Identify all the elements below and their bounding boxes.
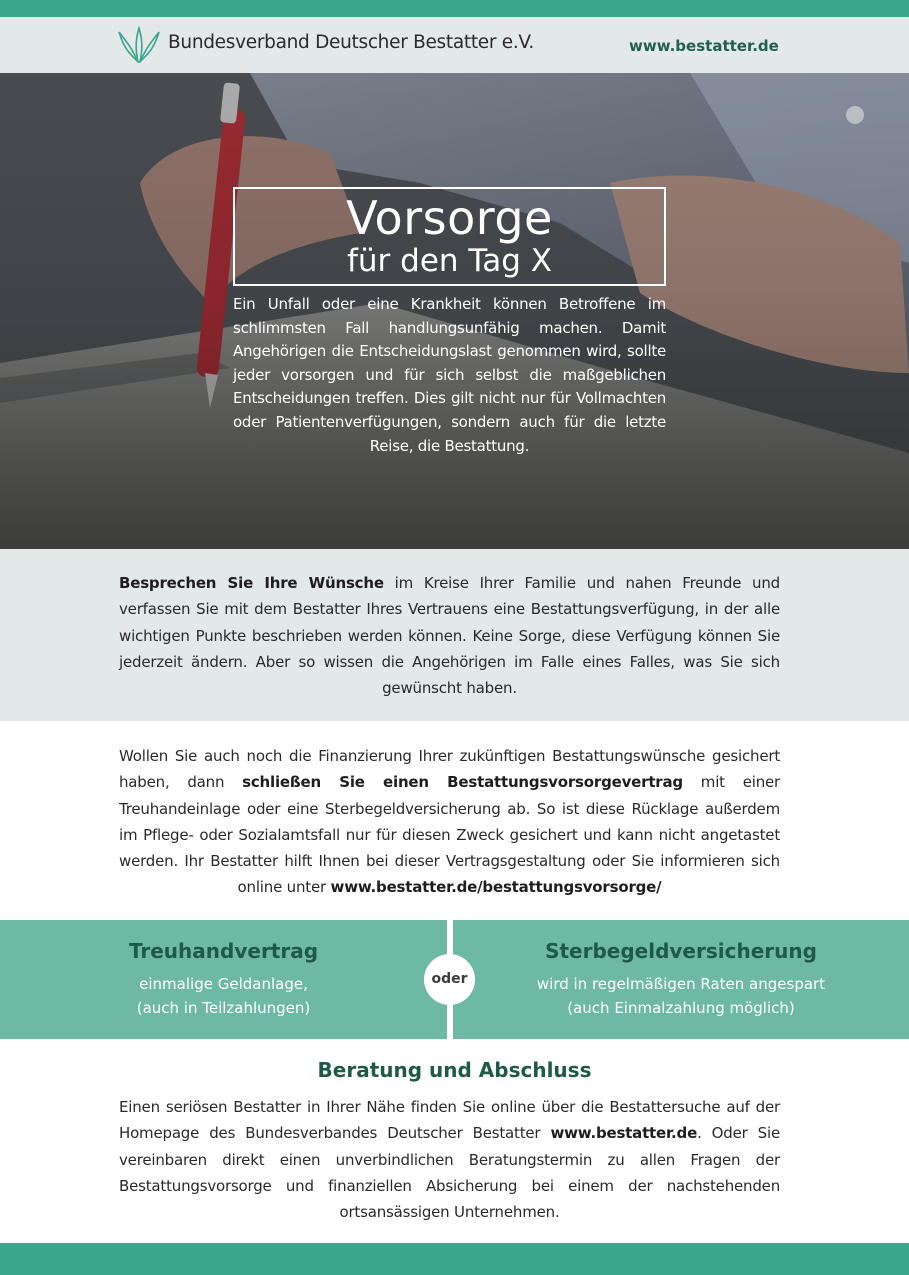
wishes-text: im Kreise Ihrer Familie und nahen Freunde und verfassen Sie mit dem Bestatter Ihres Vertrauens eine Bestattungsverfügung, in der alle wichtigen Punkte beschrieben werden können. Keine Sorge, diese Verfügung können Sie jederzeit ändern. Aber so wissen die Angehörigen im Falle eines Falles, was Sie sich gewünscht haben.: [119, 574, 780, 698]
funeral-insurance-line2: (auch Einmalzahlung möglich): [567, 999, 795, 1017]
trust-contract-line2: (auch in Teilzahlungen): [136, 999, 311, 1017]
hero-section: [0, 73, 909, 549]
top-accent-stripe: [0, 0, 909, 17]
oder-separator-badge: oder: [424, 954, 475, 1005]
wishes-paragraph: [119, 570, 780, 701]
hero-title: Vorsorge: [346, 191, 553, 245]
consultation-text-before: Einen seriösen Bestatter in Ihrer Nähe finden Sie online über die Bestattersuche auf der Homepage des Bundesverbandes Deutscher Bestatter: [119, 1098, 780, 1143]
funeral-insurance-title: Sterbegeldversicherung: [545, 939, 817, 963]
financing-text-before: Wollen Sie auch noch die Finanzierung Ihrer zukünftigen Bestattungswünsche gesichert haben, dann: [119, 747, 780, 792]
funeral-insurance-line1: wird in regelmäßigen Raten angespart: [536, 975, 826, 993]
bottom-accent-stripe: [0, 1243, 909, 1275]
financing-paragraph: [119, 743, 780, 901]
financing-text-after: mit einer Treuhandeinlage oder eine Sterbegeldversicherung ab. So ist diese Rücklage außerdem im Pflege- oder Sozialamtsfall nur für diesen Zweck gesichert und kann nicht angetastet werden. Ihr Bestatter hilft Ihnen bei dieser Vertragsgestaltung oder Sie informieren sich online unter: [119, 773, 781, 897]
consultation-link[interactable]: www.bestatter.de: [550, 1124, 698, 1143]
hero-title-box: [233, 187, 666, 286]
consultation-heading: Beratung und Abschluss: [317, 1058, 592, 1082]
hero-intro-text: Ein Unfall oder eine Krankheit können Betroffene im schlimmsten Fall handlungsunfähig machen. Damit Angehörigen die Entscheidungslast genommen wird, sollte jeder vorsorgen und für sich selbst die maßgeblichen Entscheidungen treffen. Dies gilt nicht nur für Vollmachten oder Patientenverfügungen, sondern auch für die letzte Reise, die Bestattung.: [233, 295, 666, 455]
wishes-lead: Besprechen Sie Ihre Wünsche: [119, 574, 384, 592]
consultation-text-after: . Oder Sie vereinbaren direkt einen unverbindlichen Beratungstermin zu allen Fragen der Bestattungsvorsorge und finanziellen Absicherung bei einem der nachstehenden ortsansässigen Unternehmen.: [119, 1124, 780, 1222]
trust-contract-title: Treuhandvertrag: [128, 939, 319, 963]
open-book-leaf-icon: [117, 26, 161, 64]
financing-link[interactable]: www.bestatter.de/bestattungsvorsorge/: [330, 878, 662, 897]
consultation-paragraph: [119, 1094, 780, 1225]
website-link[interactable]: www.bestatter.de: [629, 37, 779, 55]
trust-contract-line1: einmalige Geldanlage,: [139, 975, 308, 993]
header-bar: [0, 17, 909, 73]
hero-subtitle: für den Tag X: [347, 243, 552, 279]
organization-name: Bundesverband Deutscher Bestatter e.V.: [168, 32, 534, 53]
financing-emphasis: schließen Sie einen Bestattungsvorsorgevertrag: [242, 773, 683, 792]
funeral-insurance-column: [453, 920, 909, 1039]
trust-contract-column: [0, 920, 447, 1039]
